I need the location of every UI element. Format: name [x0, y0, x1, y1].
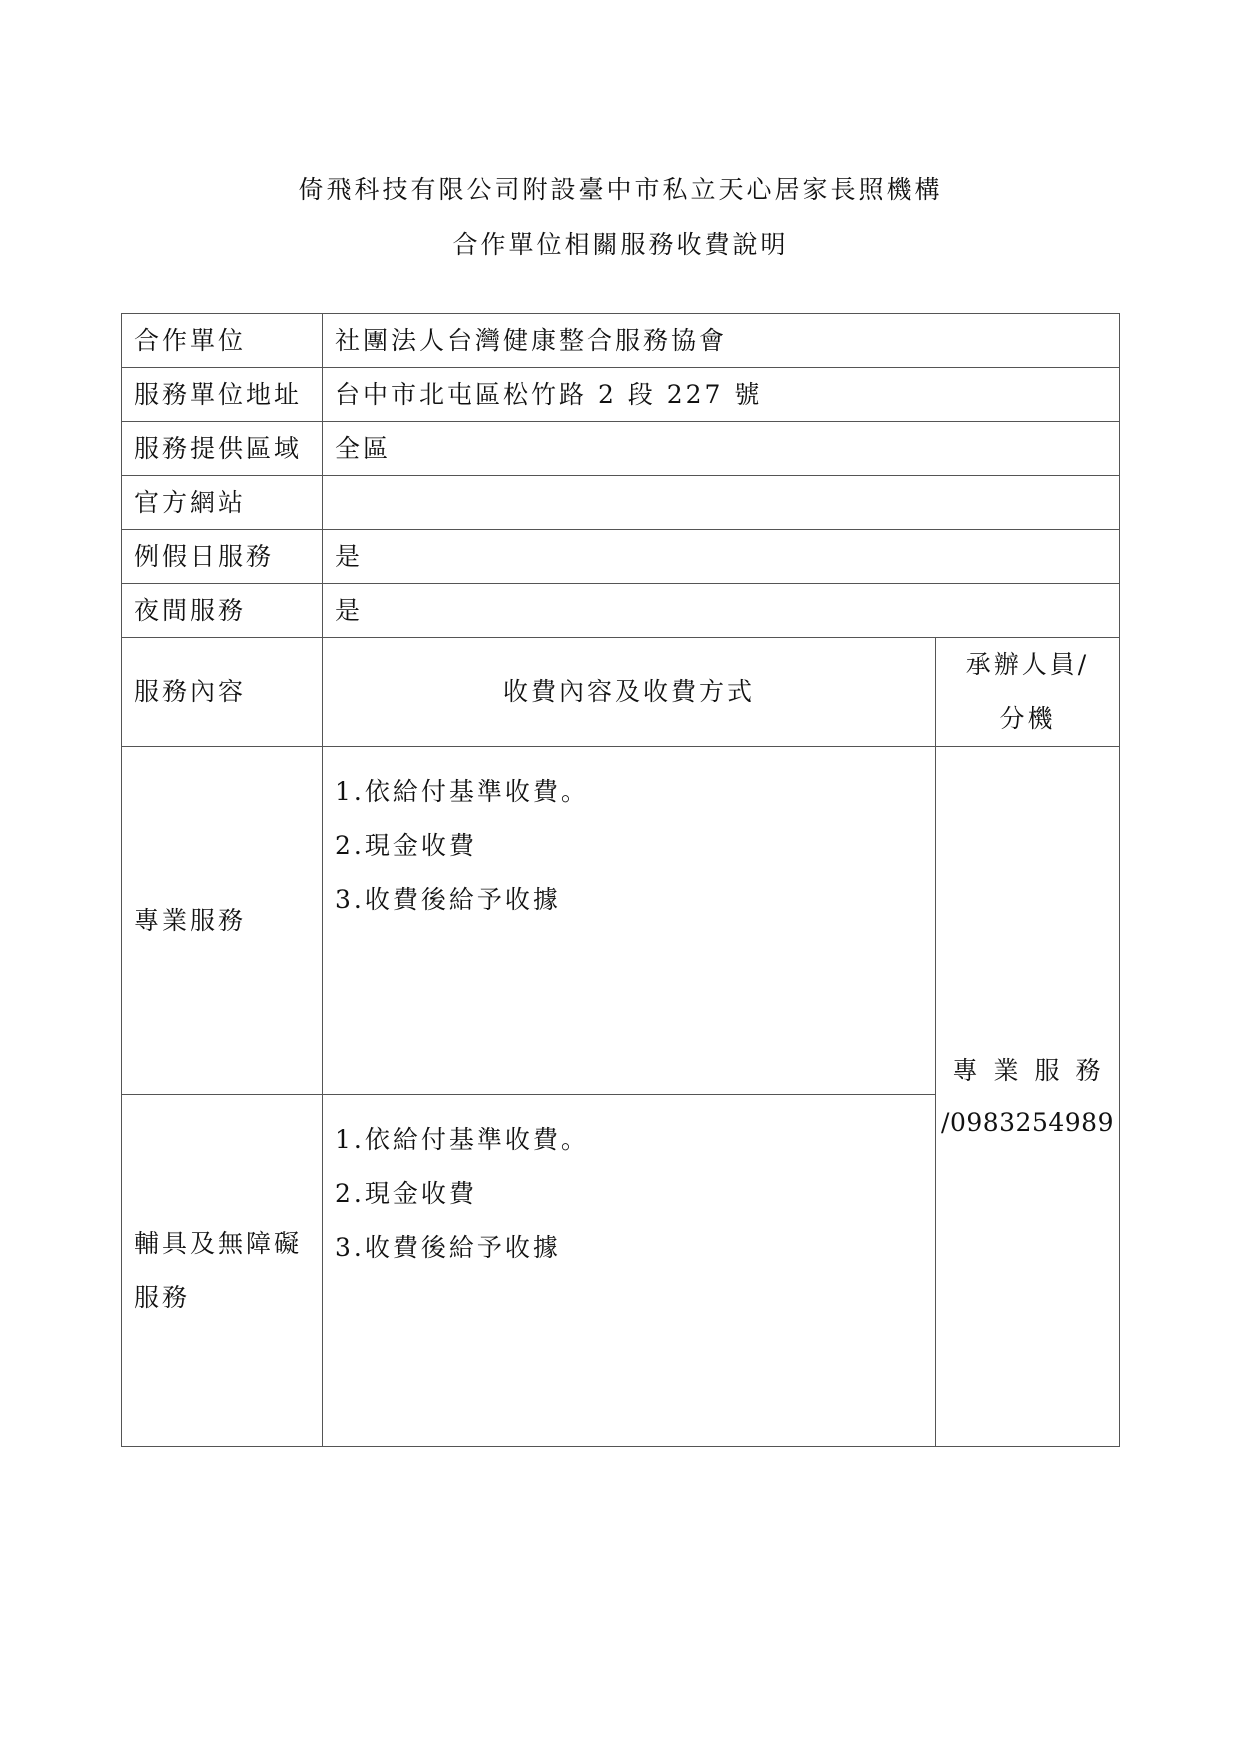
document-title: 倚飛科技有限公司附設臺中市私立天心居家長照機構 [298, 175, 943, 204]
service-name-assistive [122, 1095, 323, 1447]
list-item: 2.現金收費 [335, 1179, 477, 1208]
row-value-night: 是 [323, 584, 1120, 638]
header-contact [936, 638, 1120, 747]
table-row [122, 530, 1120, 584]
contact-phone: /0983254989 [941, 1107, 1114, 1137]
header-contact-line1: 承辦人員/ [965, 650, 1090, 679]
row-label-holiday: 例假日服務 [122, 530, 323, 584]
row-label-night: 夜間服務 [122, 584, 323, 638]
list-item: 1.依給付基準收費。 [335, 1125, 589, 1154]
row-value-website [323, 476, 1120, 530]
contact-cell [936, 747, 1120, 1447]
row-value-address: 台中市北屯區松竹路 2 段 227 號 [323, 368, 1120, 422]
fee-list-assistive [323, 1095, 936, 1447]
service-name-line2: 服務 [134, 1282, 191, 1312]
contact-service-label: 專業服務 [952, 1055, 1117, 1085]
header-fee-method: 收費內容及收費方式 [323, 638, 936, 747]
row-label-address: 服務單位地址 [122, 368, 323, 422]
header-contact-line2: 分機 [999, 704, 1056, 733]
header-service-content: 服務內容 [122, 638, 323, 747]
row-value-partner: 社團法人台灣健康整合服務協會 [323, 314, 1120, 368]
service-name-professional: 專業服務 [122, 747, 323, 1095]
list-item: 1.依給付基準收費。 [335, 777, 589, 806]
row-value-holiday: 是 [323, 530, 1120, 584]
row-value-area: 全區 [323, 422, 1120, 476]
services-header-row [122, 638, 1120, 747]
row-label-area: 服務提供區域 [122, 422, 323, 476]
service-name-line1: 輔具及無障礙 [134, 1228, 303, 1258]
table-row [122, 584, 1120, 638]
row-label-partner: 合作單位 [122, 314, 323, 368]
table-row [122, 314, 1120, 368]
list-item: 3.收費後給予收據 [335, 885, 561, 914]
fee-list-professional [323, 747, 936, 1095]
document-subtitle: 合作單位相關服務收費說明 [452, 230, 789, 259]
table-row [122, 422, 1120, 476]
row-label-website: 官方網站 [122, 476, 323, 530]
list-item: 2.現金收費 [335, 831, 477, 860]
service-row-professional [122, 747, 1120, 1095]
list-item: 3.收費後給予收據 [335, 1233, 561, 1262]
table-row [122, 476, 1120, 530]
table-row [122, 368, 1120, 422]
service-info-table [121, 313, 1120, 1447]
